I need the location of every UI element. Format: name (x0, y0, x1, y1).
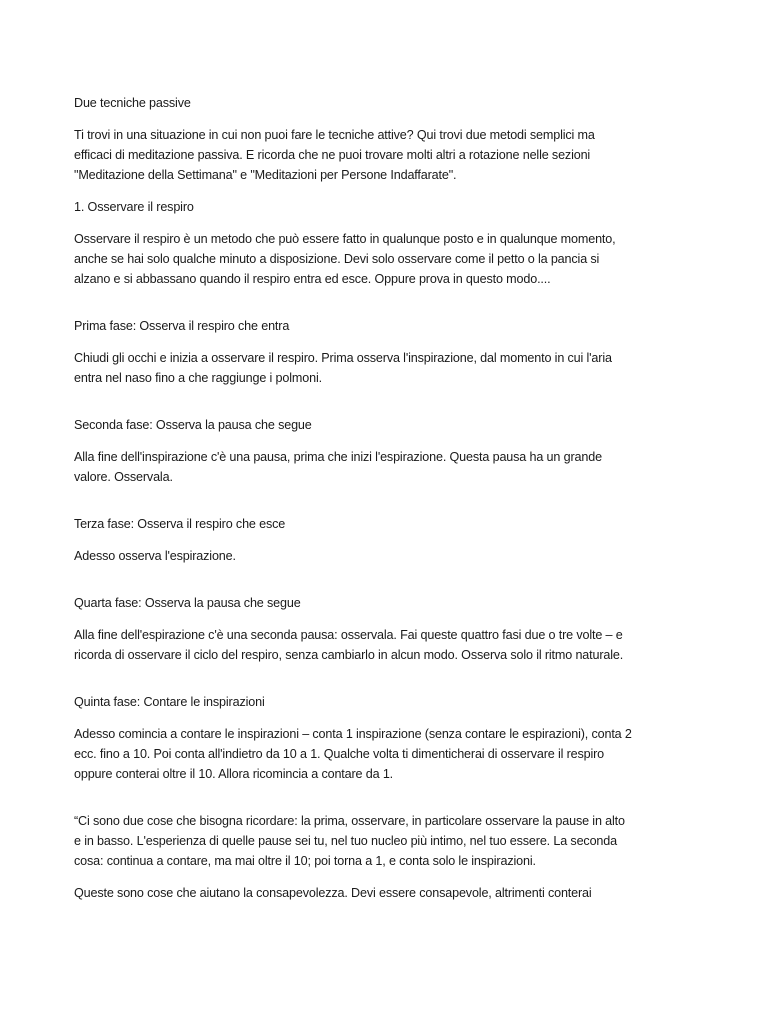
section-heading: 1. Osservare il respiro (74, 200, 194, 214)
phase-paragraph: Alla fine dell'espirazione c'è una seconda pausa: osservala. Fai queste quattro fasi due o tre volte – e ricorda di osservare il ciclo del respiro, senza cambiarlo in alcun modo. Osserva solo il ritmo naturale. (74, 628, 624, 662)
phase-paragraph: Alla fine dell'inspirazione c'è una pausa, prima che inizi l'espirazione. Questa pausa ha un grande valore. Osservala. (74, 450, 602, 484)
document-title: Due tecniche passive (74, 96, 191, 110)
phase-heading: Prima fase: Osserva il respiro che entra (74, 319, 290, 333)
phase-heading: Terza fase: Osserva il respiro che esce (74, 517, 286, 531)
phase-paragraph: Adesso comincia a contare le inspirazioni – conta 1 inspirazione (senza contare le espirazioni), conta 2 ecc. fino a 10. Poi conta all'indietro da 10 a 1. Qualche volta ti dimenticherai di osservare il respiro oppure conterai oltre il 10. Allora ricomincia a contare da 1. (74, 727, 632, 781)
section-paragraph: Osservare il respiro è un metodo che può essere fatto in qualunque posto e in qualunque momento, anche se hai solo qualche minuto a disposizione. Devi solo osservare come il petto o la pancia si alzano e si abbassano quando il respiro entra ed esce. Oppure prova in questo modo.... (74, 232, 616, 286)
phase-heading: Seconda fase: Osserva la pausa che segue (74, 418, 312, 432)
phase-heading: Quarta fase: Osserva la pausa che segue (74, 596, 301, 610)
phase-heading: Quinta fase: Contare le inspirazioni (74, 695, 265, 709)
document-body (74, 93, 634, 903)
closing-paragraph: Queste sono cose che aiutano la consapevolezza. Devi essere consapevole, altrimenti conterai (74, 886, 592, 900)
phase-paragraph: Chiudi gli occhi e inizia a osservare il respiro. Prima osserva l'inspirazione, dal momento in cui l'aria entra nel naso fino a che raggiunge i polmoni. (74, 351, 612, 385)
intro-paragraph: Ti trovi in una situazione in cui non puoi fare le tecniche attive? Qui trovi due metodi semplici ma efficaci di meditazione passiva. E ricorda che ne puoi trovare molti altri a rotazione nelle sezioni "Meditazione della Settimana" e "Meditazioni per Persone Indaffarate". (74, 128, 595, 182)
phase-paragraph: Adesso osserva l'espirazione. (74, 549, 236, 563)
quote-paragraph: “Ci sono due cose che bisogna ricordare: la prima, osservare, in particolare osservare la pause in alto e in basso. L'esperienza di quelle pause sei tu, nel tuo nucleo più intimo, nel tuo essere. La seconda cosa: continua a contare, ma mai oltre il 10; poi torna a 1, e conta solo le inspirazioni. (74, 814, 625, 868)
